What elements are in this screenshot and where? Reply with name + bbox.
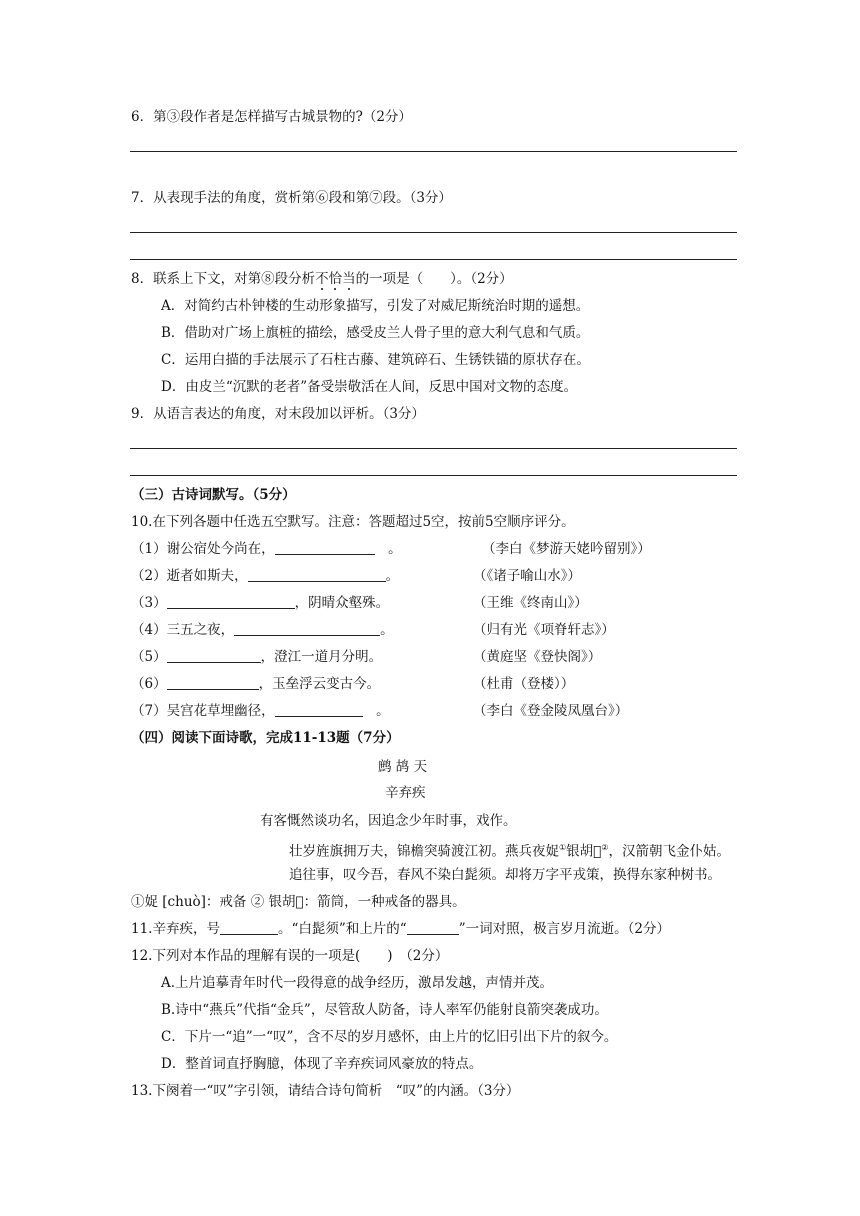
emphasis-char: 恰 [328, 271, 343, 287]
fill-item-6: （6） ，玉垒浮云变古今。 [131, 676, 381, 692]
fill-blank[interactable] [167, 677, 259, 690]
q12-option-a: A.上片追摹青年时代一段得意的战争经历，激昂发越，声情并茂。 [161, 975, 554, 991]
q8-option-a: A．对简约古朴钟楼的生动形象描写，引发了对威尼斯统治时期的遥想。 [161, 298, 590, 314]
q8-stem-a: 8．联系上下文，对第⑧段分析 [131, 271, 316, 287]
fill-source-1: （李白《梦游天姥吟留别》） [482, 541, 651, 557]
question-6: 6．第③段作者是怎样描写古城景物的?（2分） [131, 109, 412, 125]
q12-option-d: D．整首词直抒胸臆，体现了辛弃疾词风豪放的特点。 [161, 1056, 483, 1072]
poem-line-2: 追往事，叹今吾，春风不染白髭须。却将万字平戎策，换得东家种树书。 [289, 867, 721, 883]
q8-option-c: C．运用白描的手法展示了石柱古藤、建筑碎石、生锈铁锚的原状存在。 [161, 352, 590, 368]
fill-item-3: （3） ，阴晴众壑殊。 [131, 595, 390, 611]
question-10-instruction: 10.在下列各题中任选五空默写。注意：答题超过5空，按前5空顺序评分。 [131, 514, 575, 530]
question-11: 11.辛弃疾，号 。“白髭须”和上片的“ ”一词对照，极言岁月流逝。（2分） [131, 921, 670, 937]
question-12-stem: 12.下列对本作品的理解有误的一项是( ) （2分） [131, 948, 449, 964]
fill-item-5: （5） ，澄江一道月分明。 [131, 649, 383, 665]
emphasis-char: 不 [315, 271, 329, 287]
question-13: 13.下阕着一“叹”字引领，请结合诗句简析 “叹”的内涵。（3分） [131, 1083, 520, 1099]
emphasis-char: 当 [342, 271, 356, 287]
answer-line[interactable] [130, 151, 737, 152]
poem-note: ①娖 [chuò]：戒备 ② 银胡𫗱：箭筒，一种戒备的器具。 [131, 894, 466, 910]
answer-line[interactable] [130, 259, 737, 260]
fill-source-6: （杜甫（登楼）） [473, 676, 575, 692]
fill-blank[interactable] [167, 596, 295, 609]
fill-source-4: （归有光《项脊轩志》） [473, 622, 615, 638]
q12-option-c: C．下片一“追”一“叹”，含不尽的岁月感怀，由上片的忆旧引出下片的叙今。 [161, 1029, 618, 1045]
answer-line[interactable] [130, 448, 737, 449]
fill-blank[interactable] [407, 922, 459, 935]
q8-option-d: D．由皮兰“沉默的老者”备受崇敬活在人间，反思中国对文物的态度。 [161, 379, 578, 395]
fill-item-2: （2）逝者如斯夫， 。 [131, 568, 400, 584]
fill-blank[interactable] [248, 569, 386, 582]
section-4-heading: （四）阅读下面诗歌，完成11-13题（7分） [131, 730, 400, 746]
fill-item-4: （4）三五之夜， 。 [131, 622, 394, 638]
fill-item-7: （7）吴宫花草埋幽径， 。 [131, 703, 390, 719]
poem-preface: 有客慨然谈功名，因追念少年时事，戏作。 [260, 813, 517, 829]
fill-source-7: （李白《登金陵凤凰台》） [473, 703, 629, 719]
poem-title: 鹧 鸪 天 [378, 759, 428, 775]
fill-blank[interactable] [220, 922, 278, 935]
poem-author: 辛弃疾 [385, 785, 426, 801]
section-3-heading: （三）古诗词默写。（5分） [131, 487, 296, 503]
fill-blank[interactable] [275, 542, 375, 555]
question-8-stem [131, 270, 513, 288]
q8-stem-b: 的一项是（ ）。（2分） [355, 271, 513, 287]
question-9: 9．从语言表达的角度，对末段加以评析。（3分） [131, 406, 425, 422]
fill-source-2: （《诸子喻山水》） [473, 568, 581, 584]
fill-blank[interactable] [275, 704, 363, 717]
question-7: 7．从表现手法的角度，赏析第⑥段和第⑦段。（3分） [131, 190, 452, 206]
fill-source-3: （王维《终南山》） [473, 595, 588, 611]
fill-source-5: （黄庭坚《登快阁》） [473, 649, 602, 665]
fill-blank[interactable] [234, 623, 380, 636]
fill-blank[interactable] [167, 650, 261, 663]
poem-line-1: 壮岁旌旗拥万夫，锦檐突骑渡江初。燕兵夜娖①银胡𫗱②，汉箭朝飞金仆姑。 [289, 843, 730, 860]
answer-line[interactable] [130, 232, 737, 233]
fill-item-1: （1）谢公宿处今尚在， 。 [131, 541, 402, 557]
q12-option-b: B.诗中“燕兵”代指“金兵”，尽管敌人防备，诗人率军仍能射良箭突袭成功。 [161, 1002, 608, 1018]
answer-line[interactable] [130, 475, 737, 476]
q8-option-b: B．借助对广场上旗桩的描绘，感受皮兰人骨子里的意大利气息和气质。 [161, 325, 590, 341]
